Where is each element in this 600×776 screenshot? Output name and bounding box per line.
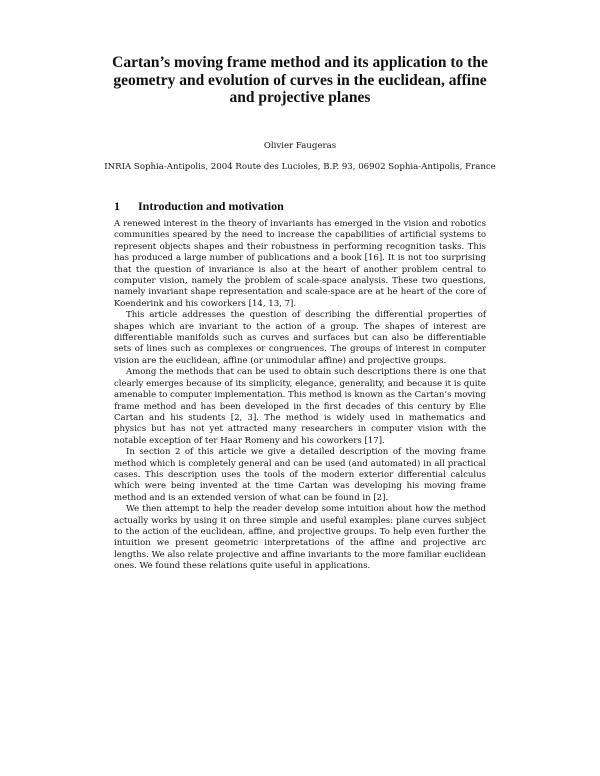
author-name: Olivier Faugeras	[263, 141, 337, 151]
section-heading	[114, 199, 284, 213]
paper-title: Cartan’s moving frame method and its application to the geometry and evolution of curves in the euclidean, affine and projective planes	[112, 54, 488, 106]
section-number: 1	[114, 199, 120, 213]
paragraph: This article addresses the question of describing the differential properties of shapes which are invariant to the action of a group. The shapes of interest are differentiable manifolds such as curves and surfaces but can also be differentiable sets of lines such as complexes or congruences. The groups of interest in computer vision are the euclidean, affine (or unimodular affine) and projective groups.	[114, 310, 486, 366]
paragraph: In section 2 of this article we give a detailed description of the moving frame method which is completely general and can be used (and automated) in all practical cases. This description uses the tools of the modern exterior differential calculus which were being invented at the time Cartan was developing his moving frame method and is an extended version of what can be found in [2].	[114, 447, 486, 503]
paragraph: Among the methods that can be used to obtain such descriptions there is one that clearly emerges because of its simplicity, elegance, generality, and because it is quite amenable to computer implementation. This method is known as the Cartan’s moving frame method and has been developed in the first decades of this century by Elie Cartan and his students [2, 3]. The method is widely used in mathematics and physics but has not yet attracted many researchers in computer vision with the notable exception of ter Haar Romeny and his coworkers [17].	[114, 367, 486, 446]
paragraph: A renewed interest in the theory of invariants has emerged in the vision and robotics communities speared by the need to increase the capabilities of artificial systems to represent objects shapes and their robustness in performing recognition tasks. This has produced a large number of publications and a book [16]. It is not too surprising that the question of invariance is also at the heart of another problem central to computer vision, namely the problem of scale-space analysis. These two questions, namely invariant shape representation and scale-space are at he heart of the core of Koenderink and his coworkers [14, 13, 7].	[114, 219, 486, 309]
author-affiliation: INRIA Sophia-Antipolis, 2004 Route des Lucioles, B.P. 93, 06902 Sophia-Antipolis, France	[104, 162, 496, 172]
paragraph: We then attempt to help the reader develop some intuition about how the method actually works by using it on three simple and useful examples: plane curves subject to the action of the euclidean, affine, and projective groups. To help even further the intuition we present geometric interpretations of the affine and projective arc lengths. We also relate projective and affine invariants to the more familiar euclidean ones. We found these relations quite useful in applications.	[114, 504, 486, 572]
section-title: Introduction and motivation	[138, 199, 284, 213]
section-body	[114, 219, 486, 573]
